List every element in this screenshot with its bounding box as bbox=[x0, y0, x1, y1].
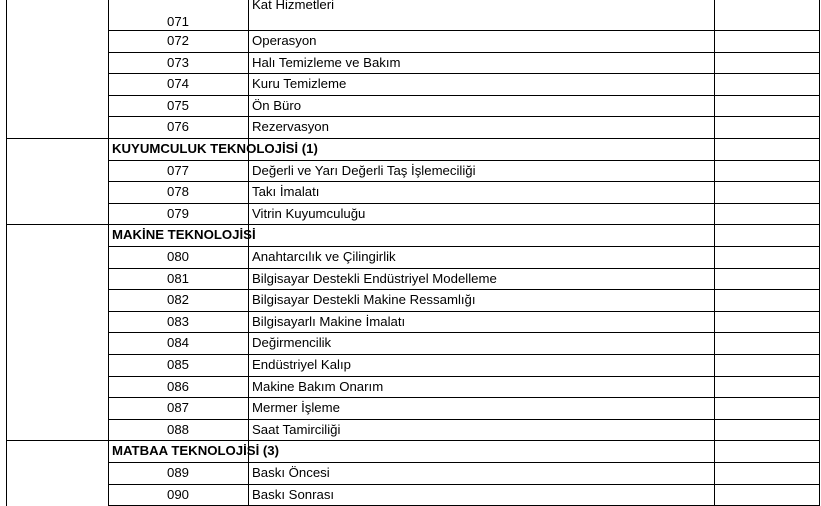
row-border bbox=[108, 311, 820, 312]
row-border bbox=[108, 95, 820, 96]
row-border bbox=[108, 419, 820, 420]
row-border bbox=[108, 116, 820, 117]
item-code: 073 bbox=[166, 55, 189, 70]
item-name: Değerli ve Yarı Değerli Taş İşlemeciliği bbox=[252, 163, 476, 178]
item-name: Endüstriyel Kalıp bbox=[252, 357, 351, 372]
item-code: 076 bbox=[166, 119, 189, 134]
item-name: Baskı Öncesi bbox=[252, 465, 330, 480]
item-code: 087 bbox=[166, 400, 189, 415]
item-code: 086 bbox=[166, 379, 189, 394]
row-border bbox=[108, 73, 820, 74]
item-name: Bilgisayar Destekli Endüstriyel Modelleme bbox=[252, 271, 497, 286]
header-top-border bbox=[6, 224, 820, 225]
item-code: 071 bbox=[166, 14, 189, 29]
column-border-c bbox=[248, 0, 249, 506]
item-code: 074 bbox=[166, 76, 189, 91]
header-top-border bbox=[6, 440, 820, 441]
item-code: 075 bbox=[166, 98, 189, 113]
item-name: Halı Temizleme ve Bakım bbox=[252, 55, 401, 70]
item-code: 078 bbox=[166, 184, 189, 199]
row-border bbox=[108, 52, 820, 53]
item-name: Rezervasyon bbox=[252, 119, 329, 134]
item-code: 082 bbox=[166, 292, 189, 307]
row-border bbox=[108, 397, 820, 398]
item-name: Mermer İşleme bbox=[252, 400, 340, 415]
item-name: Anahtarcılık ve Çilingirlik bbox=[252, 249, 396, 264]
row-border bbox=[108, 462, 820, 463]
row-border bbox=[108, 160, 820, 161]
row-border bbox=[108, 354, 820, 355]
row-border bbox=[108, 181, 820, 182]
item-code: 084 bbox=[166, 335, 189, 350]
item-name: Vitrin Kuyumculuğu bbox=[252, 206, 366, 221]
item-code: 083 bbox=[166, 314, 189, 329]
item-name: Makine Bakım Onarım bbox=[252, 379, 384, 394]
header-top-border bbox=[6, 138, 820, 139]
item-name: Baskı Sonrası bbox=[252, 487, 335, 502]
row-border bbox=[108, 376, 820, 377]
column-border-end bbox=[819, 0, 820, 506]
row-border bbox=[108, 246, 820, 247]
item-code: 081 bbox=[166, 271, 189, 286]
section-header: MAKİNE TEKNOLOJİSİ bbox=[112, 227, 256, 242]
row-border bbox=[108, 203, 820, 204]
item-name: Bilgisayar Destekli Makine Ressamlığı bbox=[252, 292, 476, 307]
item-code: 077 bbox=[166, 163, 189, 178]
item-name: Takı İmalatı bbox=[252, 184, 320, 199]
column-border-d bbox=[714, 0, 715, 506]
item-name: Kat Hizmetleri bbox=[252, 0, 335, 12]
item-name: Bilgisayarlı Makine İmalatı bbox=[252, 314, 406, 329]
column-border-a bbox=[6, 0, 7, 506]
item-name: Ön Büro bbox=[252, 98, 302, 113]
item-name: Saat Tamirciliği bbox=[252, 422, 341, 437]
item-code: 089 bbox=[166, 465, 189, 480]
item-code: 080 bbox=[166, 249, 189, 264]
section-header: KUYUMCULUK TEKNOLOJİSİ (1) bbox=[112, 141, 318, 156]
item-code: 072 bbox=[166, 33, 189, 48]
row-border bbox=[108, 268, 820, 269]
item-code: 079 bbox=[166, 206, 189, 221]
row-border bbox=[108, 332, 820, 333]
row-border bbox=[108, 289, 820, 290]
item-code: 088 bbox=[166, 422, 189, 437]
item-name: Değirmencilik bbox=[252, 335, 332, 350]
item-code: 085 bbox=[166, 357, 189, 372]
item-name: Operasyon bbox=[252, 33, 317, 48]
item-name: Kuru Temizleme bbox=[252, 76, 347, 91]
row-border bbox=[108, 484, 820, 485]
section-header: MATBAA TEKNOLOJİSİ (3) bbox=[112, 443, 280, 458]
item-code: 090 bbox=[166, 487, 189, 502]
